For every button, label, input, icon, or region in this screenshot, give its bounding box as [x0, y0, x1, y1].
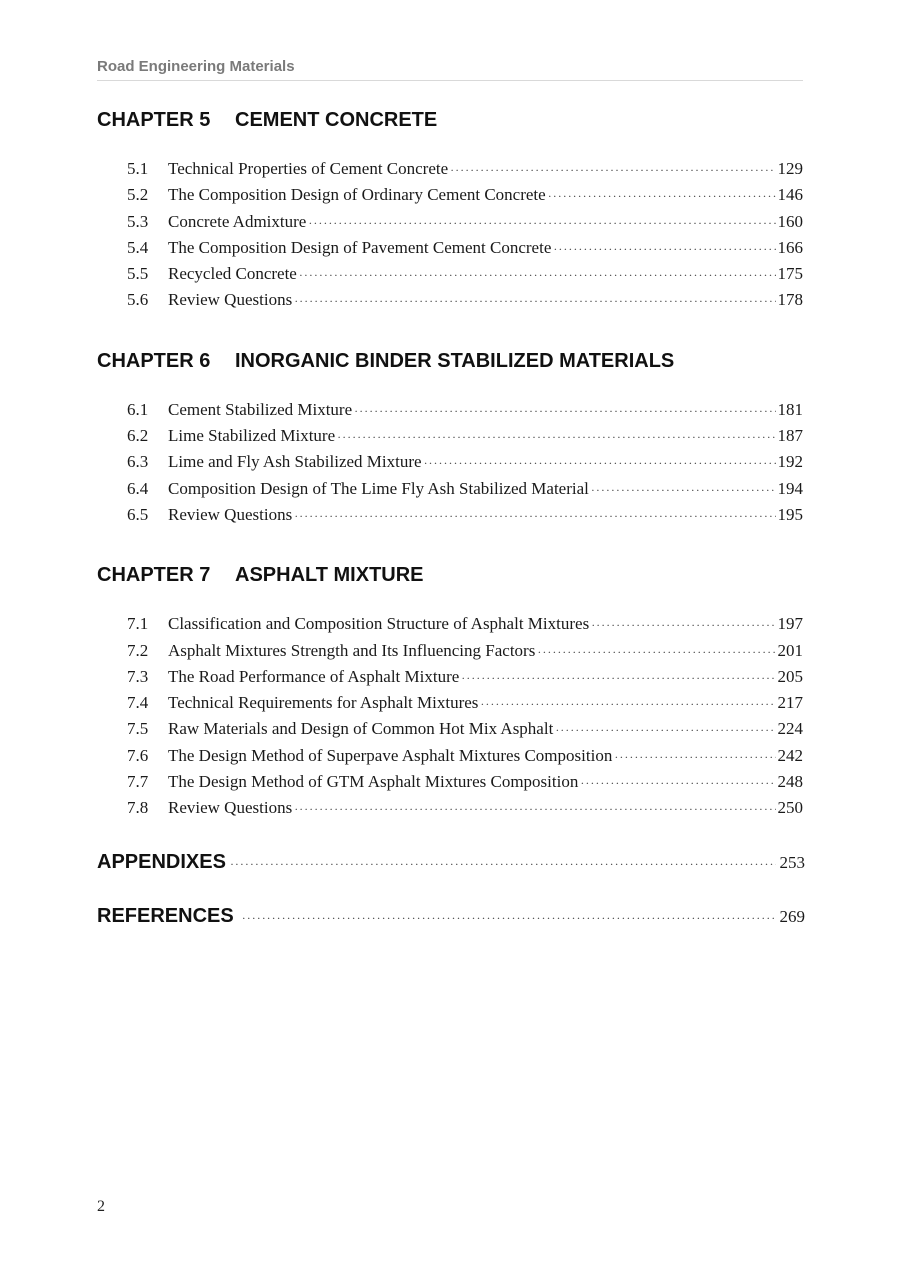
dot-leader — [337, 430, 775, 445]
section-title: Raw Materials and Design of Common Hot Mix Asphalt — [168, 719, 554, 739]
spacer — [97, 531, 807, 561]
chapter-title: CEMENT CONCRETE — [235, 109, 438, 131]
page-ref: 129 — [777, 159, 803, 178]
section-title: The Design Method of Superpave Asphalt Mixtures Composition — [168, 745, 613, 765]
toc-entry[interactable] — [97, 185, 803, 211]
toc-entry[interactable] — [97, 212, 803, 238]
dot-leader — [555, 723, 775, 738]
running-head: Road Engineering Materials — [97, 58, 803, 81]
section-number: 5.1 — [127, 159, 149, 178]
dot-leader — [591, 483, 776, 498]
references-title: REFERENCES — [97, 904, 234, 927]
dot-leader — [308, 216, 775, 231]
section-number: 6.3 — [127, 452, 149, 472]
toc-entry[interactable] — [97, 614, 803, 640]
toc-entry[interactable] — [97, 798, 803, 824]
section-number: 7.5 — [127, 719, 149, 739]
spacer — [97, 317, 807, 347]
toc-entry[interactable] — [97, 746, 803, 772]
section-number: 7.2 — [127, 640, 149, 660]
section-number: 7.4 — [127, 693, 149, 713]
section-number: 5.6 — [127, 290, 149, 310]
section-number: 7.8 — [127, 798, 149, 818]
section-title: Lime Stabilized Mixture — [168, 426, 336, 446]
toc-entry[interactable] — [97, 693, 803, 719]
dot-leader — [614, 750, 775, 765]
toc-entry[interactable] — [97, 505, 803, 531]
section-number: 6.4 — [127, 478, 149, 498]
section-title: Lime and Fly Ash Stabilized Mixture — [168, 452, 422, 472]
page-ref: 194 — [777, 478, 803, 498]
dot-leader — [553, 242, 775, 257]
dot-leader — [450, 163, 775, 178]
section-title: Concrete Admixture — [168, 211, 307, 231]
page-number: 2 — [97, 1198, 105, 1215]
section-title: The Design Method of GTM Asphalt Mixtures Composition — [168, 772, 579, 792]
section-title: The Composition Design of Pavement Cement Concrete — [168, 237, 552, 257]
section-number: 7.1 — [127, 614, 149, 634]
toc-entry[interactable] — [97, 426, 803, 452]
dot-leader — [480, 697, 775, 712]
page-ref: 178 — [777, 290, 803, 310]
section-title: Technical Properties of Cement Concrete — [168, 159, 449, 178]
dot-leader — [294, 802, 775, 817]
dot-leader — [299, 268, 776, 283]
section-title: The Composition Design of Ordinary Cement Concrete — [168, 185, 546, 205]
page-ref: 166 — [777, 237, 803, 257]
page-ref: 269 — [779, 906, 805, 926]
chapter-heading[interactable] — [97, 347, 807, 375]
page-ref: 181 — [777, 399, 803, 419]
dot-leader — [537, 645, 775, 660]
page-ref: 248 — [777, 772, 803, 792]
section-title: Review Questions — [168, 290, 293, 310]
section-number: 7.3 — [127, 666, 149, 686]
section-title: Review Questions — [168, 798, 293, 818]
section-title: Recycled Concrete — [168, 264, 297, 284]
toc-entry[interactable] — [97, 641, 803, 667]
toc-entry[interactable] — [97, 238, 803, 264]
toc-entry[interactable] — [97, 479, 803, 505]
dot-leader — [424, 456, 776, 471]
page-ref: 217 — [777, 693, 803, 713]
section-title: Classification and Composition Structure of Asphalt Mixtures — [168, 614, 590, 634]
dot-leader — [294, 509, 775, 524]
dot-leader — [294, 294, 775, 309]
references-entry[interactable] — [97, 905, 805, 935]
section-number: 6.1 — [127, 399, 149, 419]
section-title: Cement Stabilized Mixture — [168, 399, 353, 419]
dot-leader — [580, 776, 775, 791]
chapter-entries — [97, 614, 807, 824]
page-ref: 195 — [777, 504, 803, 524]
page-ref: 146 — [777, 185, 803, 205]
section-title: Asphalt Mixtures Strength and Its Influencing Factors — [168, 640, 536, 660]
section-number: 5.5 — [127, 264, 149, 284]
toc-entry[interactable] — [97, 159, 803, 185]
page-ref: 160 — [777, 211, 803, 231]
section-number: 5.4 — [127, 237, 149, 257]
section-number: 6.2 — [127, 426, 149, 446]
dot-leader — [242, 911, 776, 926]
toc-entry[interactable] — [97, 400, 803, 426]
chapter-title: ASPHALT MIXTURE — [235, 564, 424, 587]
section-number: 5.3 — [127, 211, 149, 231]
chapter-number: CHAPTER 6 — [97, 349, 211, 372]
toc-entry[interactable] — [97, 264, 803, 290]
section-title: Technical Requirements for Asphalt Mixtures — [168, 693, 479, 713]
page-ref: 205 — [777, 666, 803, 686]
spacer — [97, 825, 807, 851]
section-title: Review Questions — [168, 504, 293, 524]
section-title: The Road Performance of Asphalt Mixture — [168, 666, 460, 686]
page-ref: 253 — [779, 852, 805, 872]
toc-entry[interactable] — [97, 290, 803, 316]
toc-entry[interactable] — [97, 452, 803, 478]
chapter-title: INORGANIC BINDER STABILIZED MATERIALS — [235, 349, 675, 372]
page-ref: 192 — [777, 452, 803, 472]
toc-entry[interactable] — [97, 667, 803, 693]
page-ref: 197 — [777, 614, 803, 634]
page-ref: 175 — [777, 264, 803, 284]
spacer — [97, 881, 807, 905]
dot-leader — [591, 618, 775, 633]
section-number: 7.7 — [127, 772, 149, 792]
page-ref: 242 — [777, 745, 803, 765]
page-ref: 250 — [777, 798, 803, 818]
chapter-number: CHAPTER 7 — [97, 564, 211, 587]
toc-entry[interactable] — [97, 719, 803, 745]
dot-leader — [354, 404, 775, 419]
page-ref: 187 — [777, 426, 803, 446]
appendixes-entry[interactable] — [97, 851, 805, 881]
chapter-heading[interactable] — [97, 561, 807, 589]
chapter-heading[interactable] — [97, 106, 807, 134]
section-number: 5.2 — [127, 185, 149, 205]
dot-leader — [461, 671, 775, 686]
dot-leader — [230, 857, 776, 872]
dot-leader — [548, 189, 776, 204]
chapter-entries — [97, 400, 807, 531]
chapter-number: CHAPTER 5 — [97, 109, 211, 131]
table-of-contents — [97, 106, 807, 935]
chapter-entries — [97, 159, 807, 317]
page-ref: 201 — [777, 640, 803, 660]
toc-entry[interactable] — [97, 772, 803, 798]
section-title: Composition Design of The Lime Fly Ash Stabilized Material — [168, 478, 589, 498]
section-number: 7.6 — [127, 745, 149, 765]
section-number: 6.5 — [127, 504, 149, 524]
appendixes-title: APPENDIXES — [97, 850, 226, 873]
page-ref: 224 — [777, 719, 803, 739]
